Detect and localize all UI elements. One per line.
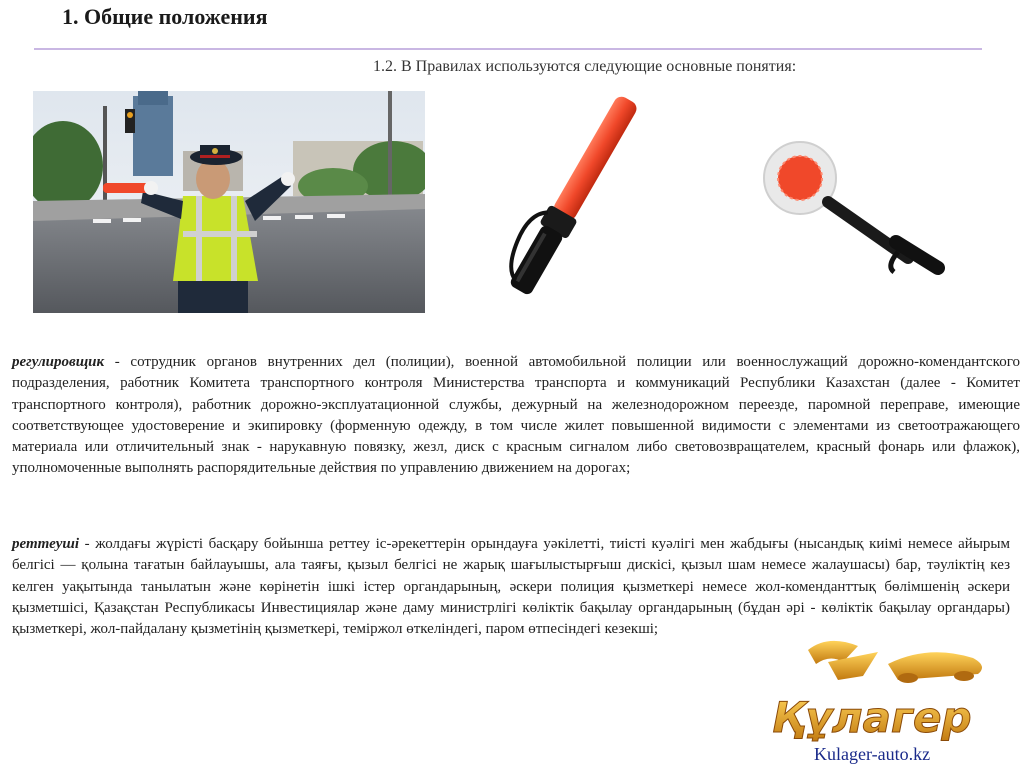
kulager-logo bbox=[768, 632, 1008, 742]
traffic-baton-image bbox=[470, 92, 670, 312]
title-divider bbox=[34, 48, 982, 50]
definition-regulator-ru bbox=[12, 352, 1020, 480]
definition-regulator-kz bbox=[12, 534, 1010, 640]
logo-wordmark: Құлагер bbox=[772, 693, 972, 742]
page-title: 1. Общие положения bbox=[62, 4, 268, 29]
definition-text-kz: - жолдағы жүрісті басқару бойынша реттеу іс-әрекеттерін орындауға уәкілетті, тиісті куәлігі мен жабдығы (нысандық киімі немесе айырым белгісі — қолына тағатын байлауышы, ала таяғы, қызыл белгісі не жарық шағылыстырғыш дискісі, қызыл шам немесе жалаушасы) бар, тәуліктің кез келген уақытында танылатын және көрінетін ішкі істер органдарының, әскери полиция қызметкері немесе жол-коменданттық бөлімшенің әскери қызметшісі, Қазақстан Республикасы Инвестициялар және даму министрлігі көліктік бақылау органдарының (бұдан әрі - көліктік бақылау органдары) қызметкері, жол-пайдалану қызметінің қызметкері, теміржол өткеліндегі, паром өтпесіндегі кезекші; bbox=[12, 536, 1010, 638]
term-regulator-ru: регулировщик bbox=[12, 354, 105, 370]
website-link[interactable]: Kulager-auto.kz bbox=[814, 744, 931, 764]
section-subtitle: 1.2. В Правилах используются следующие основные понятия: bbox=[373, 58, 797, 75]
term-regulator-kz: реттеуші bbox=[12, 536, 80, 552]
traffic-officer-photo bbox=[33, 91, 425, 313]
signal-disc-image bbox=[758, 140, 948, 280]
definition-text-ru: - сотрудник органов внутренних дел (полиции), военной автомобильной полиции или военнослужащий дорожно-комендантского подразделения, работник Комитета транспортного контроля Министерства транспорта и коммуникаций Республики Казахстан (далее - Комитет транспортного контроля), работник дорожно-эксплуатационной службы, дежурный на железнодорожном переезде, паромной переправе, имеющие соответствующее удостоверение и экипировку (форменную одежду, в том числе жилет повышенной видимости с элементами из светоотражающего материала или отличительный знак - нарукавную повязку, жезл, диск с красным сигналом либо световозвращателем, красный фонарь или флажок), уполномоченные выполнять распорядительные действия по управлению движением на дорогах; bbox=[12, 354, 1020, 477]
